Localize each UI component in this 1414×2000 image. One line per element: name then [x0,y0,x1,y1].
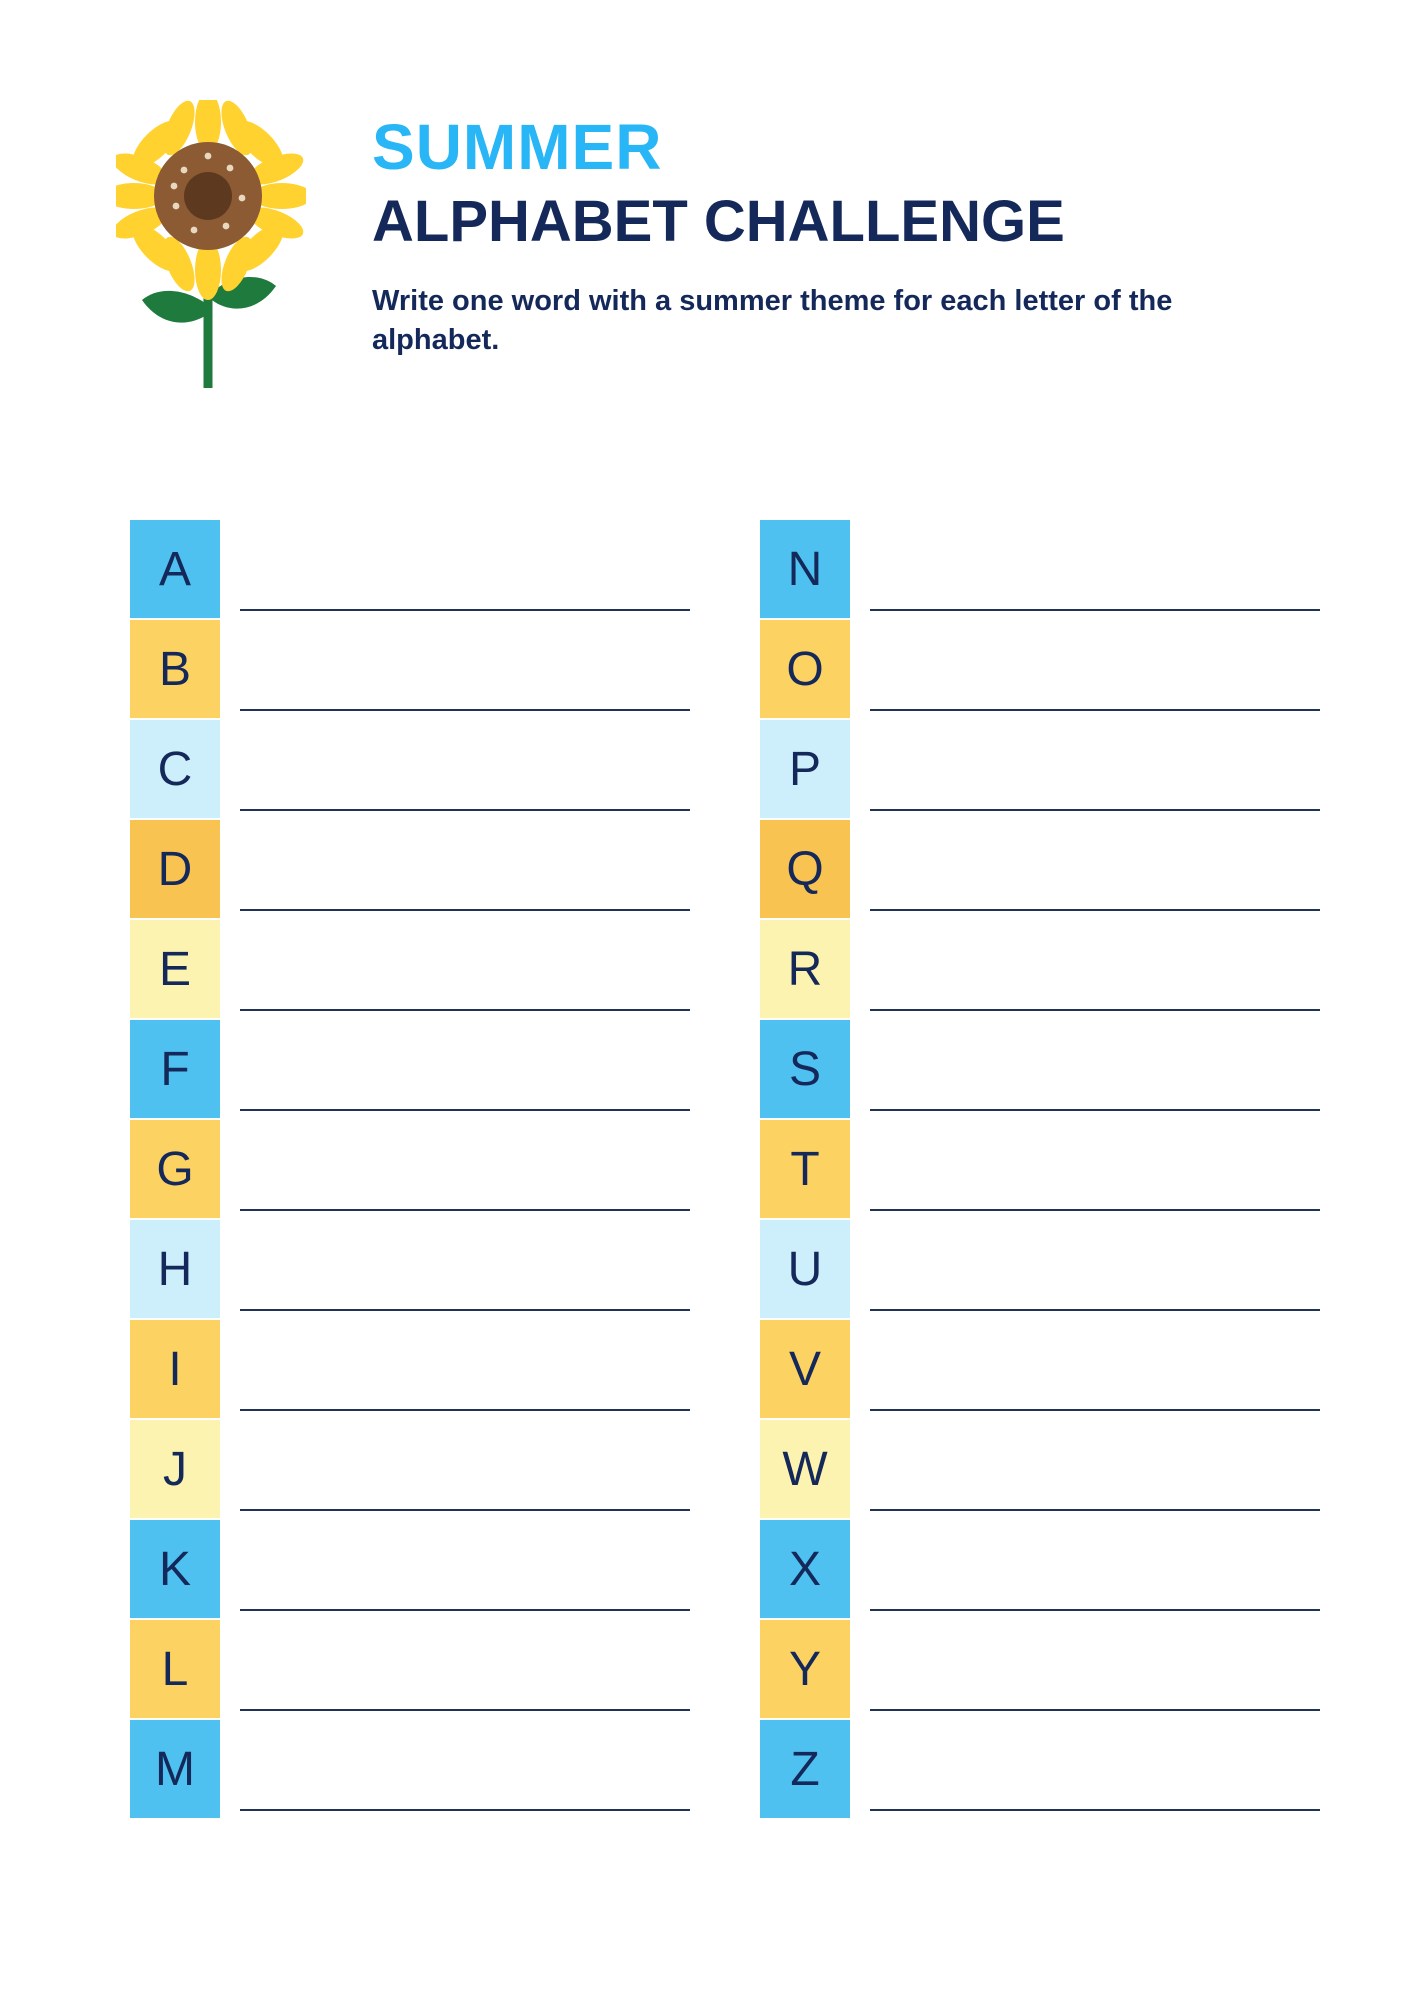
alphabet-column-right [760,520,1320,1820]
answer-line-v[interactable] [870,1409,1320,1411]
answer-line-z[interactable] [870,1809,1320,1811]
answer-line-m[interactable] [240,1809,690,1811]
letter-tile-h: H [130,1220,220,1318]
letter-tile-j: J [130,1420,220,1518]
answer-line-r[interactable] [870,1009,1320,1011]
answer-line-h[interactable] [240,1309,690,1311]
answer-line-w[interactable] [870,1509,1320,1511]
answer-line-i[interactable] [240,1409,690,1411]
letter-tile-o: O [760,620,850,718]
letter-tile-z: Z [760,1720,850,1818]
alphabet-row [760,1720,1320,1820]
alphabet-row [130,1520,690,1620]
alphabet-row [130,1720,690,1820]
alphabet-row [760,1020,1320,1120]
alphabet-row [130,1020,690,1120]
answer-line-d[interactable] [240,909,690,911]
alphabet-row [760,520,1320,620]
answer-line-s[interactable] [870,1109,1320,1111]
answer-line-b[interactable] [240,709,690,711]
alphabet-row [130,620,690,720]
page-title-main: SUMMER [372,111,663,183]
alphabet-row [760,1520,1320,1620]
letter-tile-f: F [130,1020,220,1118]
answer-line-o[interactable] [870,709,1320,711]
alphabet-row [760,720,1320,820]
alphabet-row [130,1620,690,1720]
page-title-sub: ALPHABET CHALLENGE [372,189,1065,254]
answer-line-f[interactable] [240,1109,690,1111]
alphabet-row [130,720,690,820]
letter-tile-d: D [130,820,220,918]
answer-line-t[interactable] [870,1209,1320,1211]
alphabet-row [130,520,690,620]
letter-tile-p: P [760,720,850,818]
letter-tile-t: T [760,1120,850,1218]
alphabet-row [760,1220,1320,1320]
answer-line-a[interactable] [240,609,690,611]
alphabet-row [130,1320,690,1420]
letter-tile-l: L [130,1620,220,1718]
letter-tile-m: M [130,1720,220,1818]
worksheet-header [0,0,1414,420]
letter-tile-i: I [130,1320,220,1418]
alphabet-row [760,1120,1320,1220]
answer-line-p[interactable] [870,809,1320,811]
letter-tile-g: G [130,1120,220,1218]
alphabet-row [760,620,1320,720]
letter-tile-n: N [760,520,850,618]
instructions-text: Write one word with a summer theme for each letter of the alphabet. [372,284,1173,357]
letter-tile-e: E [130,920,220,1018]
title-block [372,111,1302,361]
letter-tile-s: S [760,1020,850,1118]
sunflower-icon [116,100,306,390]
alphabet-row [760,920,1320,1020]
answer-line-u[interactable] [870,1309,1320,1311]
answer-line-g[interactable] [240,1209,690,1211]
letter-tile-r: R [760,920,850,1018]
alphabet-row [760,1320,1320,1420]
letter-tile-y: Y [760,1620,850,1718]
letter-tile-w: W [760,1420,850,1518]
letter-tile-b: B [130,620,220,718]
alphabet-column-left [130,520,690,1820]
letter-tile-x: X [760,1520,850,1618]
letter-tile-a: A [130,520,220,618]
alphabet-row [760,820,1320,920]
letter-tile-k: K [130,1520,220,1618]
answer-line-l[interactable] [240,1709,690,1711]
answer-line-k[interactable] [240,1609,690,1611]
alphabet-row [760,1420,1320,1520]
alphabet-row [760,1620,1320,1720]
alphabet-row [130,920,690,1020]
answer-line-y[interactable] [870,1709,1320,1711]
alphabet-row [130,1220,690,1320]
alphabet-row [130,1120,690,1220]
answer-line-j[interactable] [240,1509,690,1511]
answer-line-x[interactable] [870,1609,1320,1611]
letter-tile-v: V [760,1320,850,1418]
answer-line-n[interactable] [870,609,1320,611]
letter-tile-u: U [760,1220,850,1318]
answer-line-c[interactable] [240,809,690,811]
answer-line-e[interactable] [240,1009,690,1011]
alphabet-row [130,1420,690,1520]
letter-tile-c: C [130,720,220,818]
letter-tile-q: Q [760,820,850,918]
alphabet-row [130,820,690,920]
answer-line-q[interactable] [870,909,1320,911]
